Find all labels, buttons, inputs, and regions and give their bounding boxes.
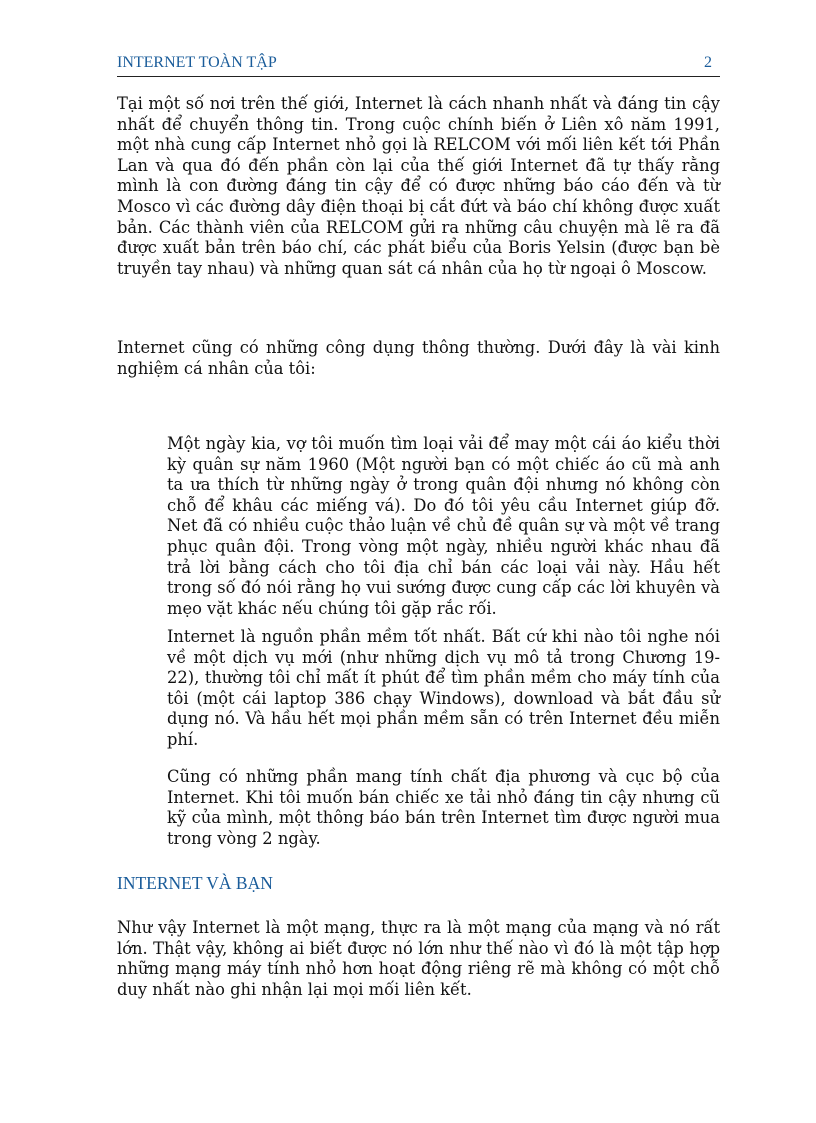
quote-military-fabric: Một ngày kia, vợ tôi muốn tìm loại vải để may một cái áo kiểu thời kỳ quân sự năm 1960 (Một người bạn có một chiếc áo cũ mà anh ta ưa thích từ những ngày ở trong quân đội nhưng nó không còn chỗ để khâu các miếng vá). Do đó tôi yêu cầu Internet giúp đỡ. Net đã có nhiều cuộc thảo luận về chủ đề quân sự và một về trang phục quân đội. Trong vòng một ngày, nhiều người khác nhau đã trả lời bằng cách cho tôi địa chỉ bán các loại vải này. Hầu hết trong số đó nói rằng họ vui sướng được cung cấp các lời khuyên và mẹo vặt khác nếu chúng tôi gặp rắc rối.	[167, 434, 720, 618]
header-title: INTERNET TOÀN TẬP	[117, 54, 277, 71]
section-heading: INTERNET VÀ BẠN	[117, 873, 273, 893]
quote-local-sale: Cũng có những phần mang tính chất địa phương và cục bộ của Internet. Khi tôi muốn bán chiếc xe tải nhỏ đáng tin cậy nhưng cũ kỹ của mình, một thông báo bán trên Internet tìm được người mua trong vòng 2 ngày.	[167, 767, 720, 848]
paragraph-personal-uses: Internet cũng có những công dụng thông thường. Dưới đây là vài kinh nghiệm cá nhân của tôi:	[117, 338, 720, 378]
paragraph-relcom: Tại một số nơi trên thế giới, Internet là cách nhanh nhất và đáng tin cậy nhất để chuyển thông tin. Trong cuộc chính biến ở Liên xô năm 1991, một nhà cung cấp Internet nhỏ gọi là RELCOM với mối liên kết tới Phần Lan và qua đó đến phần còn lại của thế giới Internet đã tự thấy rằng mình là con đường đáng tin cậy để có được những báo cáo đến và từ Mosco vì các đường dây điện thoại bị cắt đứt và báo chí không được xuất bản. Các thành viên của RELCOM gửi ra những câu chuyện mà lẽ ra đã được xuất bản trên báo chí, các phát biểu của Boris Yelsin (được bạn bè truyền tay nhau) và những quan sát cá nhân của họ từ ngoại ô Moscow.	[117, 94, 720, 278]
page-header	[117, 52, 720, 77]
page-number: 2	[704, 54, 712, 71]
paragraph-network-of-networks: Như vậy Internet là một mạng, thực ra là một mạng của mạng và nó rất lớn. Thật vậy, không ai biết được nó lớn như thế nào vì đó là một tập hợp những mạng máy tính nhỏ hơn hoạt động riêng rẽ mà không có một chỗ duy nhất nào ghi nhận lại mọi mối liên kết.	[117, 918, 720, 999]
quote-software-source: Internet là nguồn phần mềm tốt nhất. Bất cứ khi nào tôi nghe nói về một dịch vụ mới (như những dịch vụ mô tả trong Chương 19-22), thường tôi chỉ mất ít phút để tìm phần mềm cho máy tính của tôi (một cái laptop 386 chạy Windows), download và bắt đầu sử dụng nó. Và hầu hết mọi phần mềm sẵn có trên Internet đều miễn phí.	[167, 627, 720, 749]
